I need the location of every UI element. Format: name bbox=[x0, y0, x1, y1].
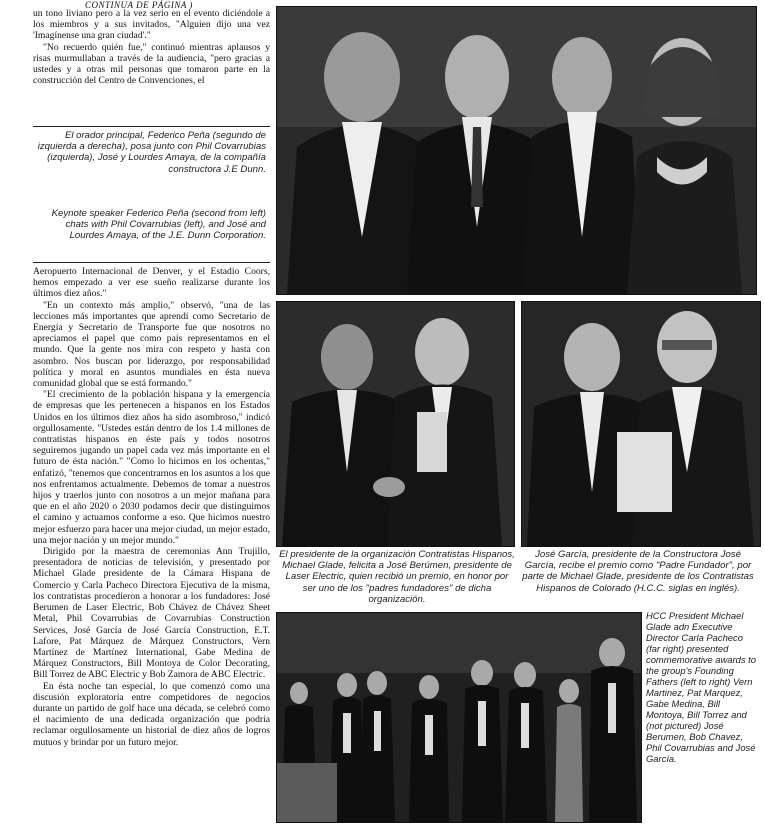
paragraph: "No recuerdo quién fue," continuó mientras aplausos y risas murmullaban a través de la audiencia, "pero gracias a ustedes y a otras mil personas que tomaron parte en la construcción del Centro de Convenciones, el bbox=[33, 41, 270, 87]
paragraph: un tono liviano pero a la vez serio en el evento diciéndole a los miembros y a sus invitados, "Alguien dijo una vez 'Imagínense una gran ciudad'." bbox=[33, 8, 270, 42]
photo4-caption: HCC President Michael Glade adn Executive Director Carla Pacheco (far right) presented commemorative awards to the group's Founding Fathers (left to right) Vern Martinez, Pat Marquez, Gabe Medina, Bill Montoya, Bill Torrez and (not pictured) José Berumen, Bob Chavez, Phil Covarrubias and José García. bbox=[646, 610, 756, 764]
photo-founding-fathers bbox=[276, 612, 642, 823]
photo-keynote-group-image bbox=[277, 7, 756, 294]
column-divider bbox=[33, 262, 270, 263]
photo-keynote-group bbox=[276, 6, 757, 295]
photo-garcia-glade-image bbox=[522, 302, 760, 546]
photo1-caption-spanish: El orador principal, Federico Peña (segundo de izquierda a derecha), posa junto con Phil Covarrubias (izquierda), José y Lourdes Amaya, de la compañía constructora J.E Dunn. bbox=[37, 130, 266, 175]
continued-header: CONTINUA DE PÁGINA ) bbox=[85, 0, 193, 10]
article-body-top bbox=[33, 8, 270, 86]
paragraph: En ésta noche tan especial, lo que comenzó como una discusión exploratoria entre competidores de negocios durante un partido de golf hace una década, se celebró como el nacimiento de una dedicada organización que podría reclamar orgullosamente un historial de diez años de logros mutuos y brindar por un futuro mejor. bbox=[33, 680, 270, 748]
photo-glade-berumen-image bbox=[277, 302, 514, 546]
paragraph: Aeropuerto Internacional de Denver, y el Estadio Coors, hemos empezado a ver ese sueño realizarse durante los últimos diez años." bbox=[33, 266, 270, 300]
photo-glade-berumen bbox=[276, 301, 515, 547]
photo1-caption-english: Keynote speaker Federico Peña (second from left) chats with Phil Covarrubias (left), and José and Lourdes Amaya, of the J.E. Dunn Corporation. bbox=[51, 208, 266, 242]
article-body-main bbox=[33, 266, 270, 748]
paragraph: "El crecimiento de la población hispana y la emergencia de empresas que les pertenecen a hispanos en los Estados Unidos en los últimos diez años ha sido asombroso," indicó orgullosamente. "Ustedes están dentro de los 1.4 millones de contratistas hispanos en éste país y todos nosotros seguiremos jugando un papel cada vez más importante en el futuro de ésta nación." "Como lo hicimos en los ochentas," enfatizó, "tenemos que concentrarnos en los asuntos a los que nos enfrentamos actualmente. Debemos de tomar a nuestros hijos y traerlos junto con nosotros a un mejor mañana para que en el año 2020 o 2030 podamos decir que distinguimos el camino y actuamos conforme a eso. Que hicimos nuestro mejor esfuerzo para hacer una mejor ciudad, un mejor estado, una mejor nación y un mejor mundo." bbox=[33, 389, 270, 546]
paragraph: Dirigido por la maestra de ceremonias Ann Trujillo, presentadora de noticias de televisión, y presentado por Michael Glade presidente de la Cámara Hispana de Comercio y Carla Pacheco Directora Ejecutiva de la misma, los contratistas procedieron a honorar a los fundadores: José Berumen de Laser Electric, Bob Chávez de Chávez Sheet Metal, Phil Covarrubias de Covarrubias Construction Services, José García de José García Construction, E.T. Lafore, Pat Márquez de Márquez Constructors, Vern Martínez de Martínez International, Gabe Medina de Márquez Constructors, Bill Montoya de Color Decorating, Bill Torrez de ABC Electric y Bob Zamora de ABC Electric. bbox=[33, 546, 270, 681]
photo2-caption: El presidente de la organización Contratistas Hispanos, Michael Glade, felicita a José Berúmen, presidente de Laser Electric, quien recibió un premio, en honor por ser uno de los "padres fundadores" de dicha organización. bbox=[279, 549, 515, 605]
paragraph: "En un contexto más amplio," observó, "una de las lecciones más importantes que aprendí como Secretario de Energía y Secretario de Transporte fue que nosotros no apreciamos el papel que como país representamos en el mundo. Que la gente nos mira con respeto y hasta con asombro. Nos buscan por liderazgo, por responsabilidad política y moral en asuntos mundiales en ésta nueva comunidad global que se está formando." bbox=[33, 299, 270, 390]
photo-garcia-glade bbox=[521, 301, 761, 547]
photo-founding-fathers-image bbox=[277, 613, 641, 822]
column-divider bbox=[33, 126, 270, 127]
photo3-caption: José García, presidente de la Constructora José García, recibe el premio como "Padre Fundador", por parte de Michael Glade, presidente de los Contratistas Hispanos de Colorado (H.C.C. siglas en inglés). bbox=[522, 549, 754, 594]
